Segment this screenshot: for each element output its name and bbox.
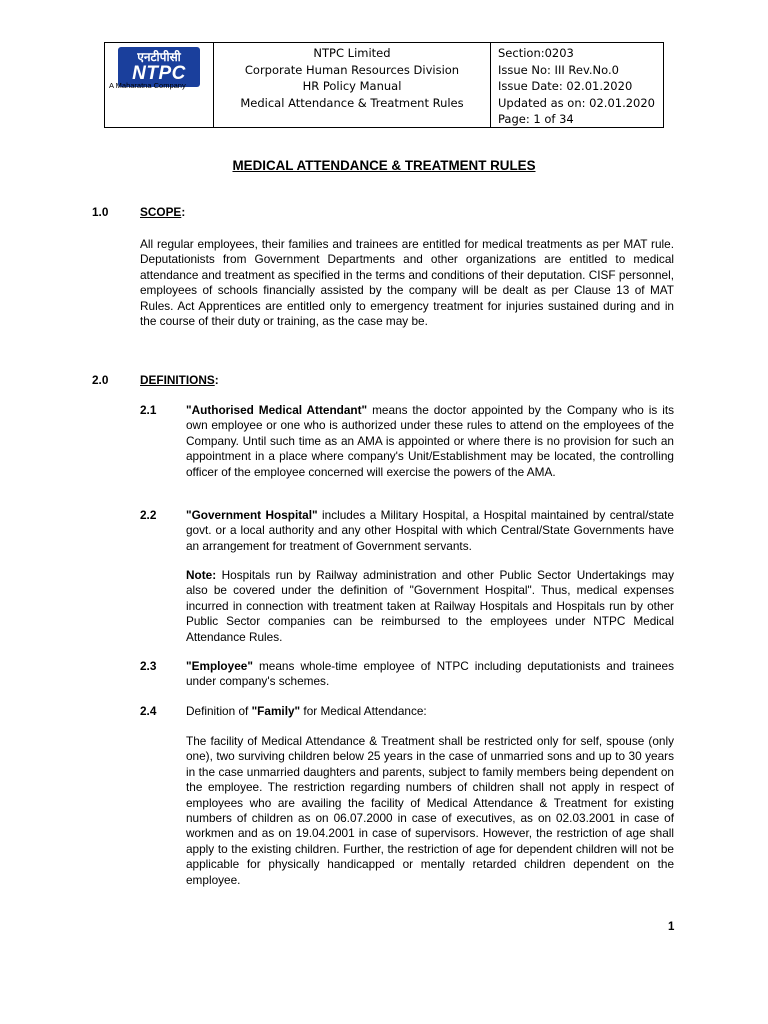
scope-heading: SCOPE: <box>140 205 186 219</box>
logo-tagline: A Maharatna Company <box>109 81 186 90</box>
division-name: Corporate Human Resources Division <box>244 62 460 77</box>
subject-name: Medical Attendance & Treatment Rules <box>240 95 464 110</box>
manual-name: HR Policy Manual <box>302 79 402 94</box>
issue-number: Issue No: III Rev.No.0 <box>498 62 619 77</box>
definitions-heading: DEFINITIONS: <box>140 373 219 387</box>
def-2-1-text: "Authorised Medical Attendant" means the doctor appointed by the Company who is its own employee or one who is authorized under these rules to attend on the employees of the Company. Until such time as an AMA is appointed or where there is no provision for such an appointment in a place where company's Unit/Establishment may be located, the controlling officer of the employee concerned will exercise the powers of the AMA. <box>186 403 674 479</box>
logo-hindi-text: एनटीपीसी <box>137 50 181 64</box>
definitions-number: 2.0 <box>92 373 109 387</box>
def-2-4-number: 2.4 <box>140 704 157 718</box>
def-2-4-text: Definition of "Family" for Medical Attendance: <box>186 704 427 718</box>
def-2-2-number: 2.2 <box>140 508 157 522</box>
def-2-2-text: "Government Hospital" includes a Military Hospital, a Hospital maintained by central/state govt. or a local authority and any other Hospital with which Central/State Governments have an arrangement for treatment of Government servants. <box>186 508 674 553</box>
page-number: 1 <box>668 921 675 933</box>
issue-date: Issue Date: 02.01.2020 <box>498 79 633 94</box>
scope-number: 1.0 <box>92 205 109 219</box>
updated-date: Updated as on: 02.01.2020 <box>498 95 655 110</box>
page-info: Page: 1 of 34 <box>498 112 574 127</box>
def-2-3-text: "Employee" means whole-time employee of NTPC including deputationists and trainees under company's schemes. <box>186 659 674 689</box>
note-paragraph: Note: Hospitals run by Railway administration and other Public Sector Undertakings may also be covered under the definition of "Government Hospital". Thus, medical expenses incurred in connection with treatment taken at Railway Hospitals and Hospitals run by other Public Sector companies can be reimbursed to the employees under NTPC Medical Attendance Rules. <box>186 568 674 644</box>
logo-cell <box>105 43 214 127</box>
section-code: Section:0203 <box>498 46 574 60</box>
def-2-3-number: 2.3 <box>140 659 157 673</box>
header-title-cell <box>214 43 491 127</box>
family-paragraph: The facility of Medical Attendance & Treatment shall be restricted only for self, spouse (only one), two surviving children below 25 years in the case of unmarried sons and up to 30 years in the case unmarried daughters and parents, subject to family members being dependent on the employee. The restriction regarding numbers of children shall not apply in respect of employees who are availing the facility of Medical Attendance & Treatment for existing numbers of children as on 06.07.2000 in case of executives, as on 02.03.2001 in case of workmen and as on 19.04.2001 in case of supervisors. However, the restriction of age shall apply to the existing children. Further, the restriction of age for dependent children will not be applicable for physically handicapped or mentally retarded children dependent on the employee. <box>186 734 674 887</box>
logo-ntpc-text: NTPC <box>132 63 186 84</box>
document-title: MEDICAL ATTENDANCE & TREATMENT RULES <box>232 158 536 173</box>
org-name: NTPC Limited <box>313 46 391 60</box>
def-2-1-number: 2.1 <box>140 403 157 417</box>
scope-paragraph: All regular employees, their families and trainees are entitled for medical treatments as per MAT rule. Deputationists from Government Departments and other organizations are entitled to medical attendance and treatment as specified in the terms and conditions of their deputation. CISF personnel, employees of schools financially assisted by the company will be dealt as per Clause 13 of MAT Rules. Act Apprentices are entitled only to emergency treatment for injuries sustained during and in the course of their duty or training, as the case may be. <box>140 237 674 329</box>
document-header-table <box>104 42 664 128</box>
header-info-cell <box>491 43 663 127</box>
